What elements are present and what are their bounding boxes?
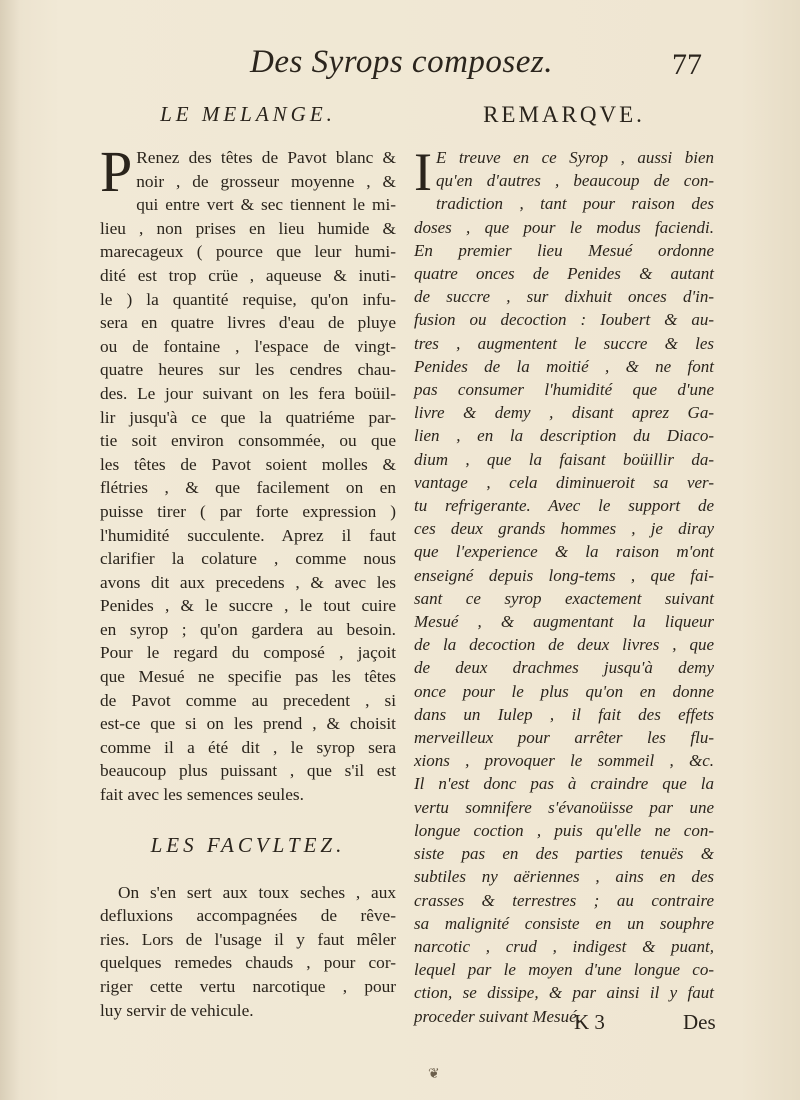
running-head bbox=[0, 40, 800, 88]
text-line: livre & demy , disant aprez Ga- bbox=[414, 403, 714, 423]
text-line: lieu , non prises en lieu humide & bbox=[100, 218, 396, 238]
text-line: que Mesué ne specifie pas les têtes bbox=[100, 667, 396, 687]
text-line: En premier lieu Mesué ordonne bbox=[414, 240, 714, 260]
text-line: Renez des têtes de Pavot blanc & bbox=[136, 148, 396, 167]
text-line: Penides de la moitié , & ne font bbox=[414, 356, 714, 376]
text-line: ries. Lors de l'usage il y faut mêler bbox=[100, 929, 396, 949]
text-line: ces deux grands hommes , je diray bbox=[414, 519, 714, 539]
text-line: riger cette vertu narcotique , pour bbox=[100, 977, 396, 996]
paragraph-facultez bbox=[100, 881, 396, 1023]
text-line: de Pavot comme au precedent , si bbox=[100, 690, 396, 710]
text-line: once pour le plus qu'on en donne bbox=[414, 681, 714, 701]
paragraph-remarque bbox=[414, 142, 714, 1028]
text-line: qui entre vert & sec tiennent le mi- bbox=[136, 195, 396, 215]
text-line: doses , que pour le modus faciendi. bbox=[414, 217, 714, 237]
text-line: les têtes de Pavot soient molles & bbox=[100, 454, 396, 474]
text-line: qu'en d'autres , beaucoup de con- bbox=[435, 171, 714, 191]
text-line: narcotic , crud , indigest & puant, bbox=[414, 936, 714, 956]
text-line: tie soit environ consommée, ou que bbox=[100, 431, 396, 451]
text-line: lir jusqu'à ce que la quatriéme par- bbox=[100, 407, 396, 427]
text-line: en syrop ; qu'on gardera au besoin. bbox=[100, 619, 396, 639]
text-line: quatre heures sur les cendres chau- bbox=[100, 360, 396, 380]
text-line: sera en quatre livres d'eau de pluye bbox=[100, 313, 396, 333]
text-line: crasses & terrestres ; au contraire bbox=[414, 890, 714, 910]
text-line: tres , augmentent le succre & les bbox=[414, 333, 714, 353]
text-line: beaucoup plus puissant , que s'il est bbox=[100, 761, 396, 781]
text-line: tu refrigerante. Avec le support de bbox=[414, 496, 714, 516]
text-line: de succre , sur dixhuit onces d'in- bbox=[414, 287, 714, 307]
text-line: dans un Iulep , il fait des effets bbox=[414, 704, 714, 724]
page-number: 77 bbox=[672, 48, 702, 81]
text-line: de la decoction de deux livres , que bbox=[414, 635, 714, 655]
paragraph-melange bbox=[100, 139, 396, 807]
text-line: Mesué , & augmentant la liqueur bbox=[414, 612, 714, 632]
text-line: On s'en sert aux toux seches , aux bbox=[118, 882, 396, 902]
text-line: subtiles ny aëriennes , ains en des bbox=[414, 867, 714, 887]
text-line: de deux drachmes jusqu'à demy bbox=[414, 658, 714, 678]
heading-remarque: REMARQVE. bbox=[483, 102, 645, 127]
text-line: quelques remedes chauds , pour cor- bbox=[100, 953, 396, 973]
right-column bbox=[414, 102, 714, 1028]
text-line: fait avec les semences seules. bbox=[100, 785, 304, 805]
text-line: puisse tirer ( par forte expression ) bbox=[100, 501, 396, 521]
text-line: xions , provoquer le sommeil , &c. bbox=[414, 751, 714, 771]
left-column bbox=[100, 102, 396, 1022]
text-line: luy servir de vehicule. bbox=[100, 1000, 254, 1020]
text-line: est-ce que si on les prend , & choisit bbox=[100, 714, 396, 734]
text-line: l'humidité succulente. Aprez il faut bbox=[100, 525, 396, 545]
text-line: noir , de grosseur moyenne , & bbox=[136, 171, 396, 191]
text-line: marecageux ( pource que leur humi- bbox=[100, 242, 396, 262]
text-line: Il n'est donc pas à craindre que la bbox=[414, 774, 714, 794]
text-line: que l'experience & la raison m'ont bbox=[414, 542, 714, 562]
text-line: longue coction , puis qu'elle ne con- bbox=[414, 820, 714, 840]
text-line: lequel par le moyen d'une longue co- bbox=[414, 960, 714, 980]
text-line: defluxions accompagnées de rêve- bbox=[100, 906, 396, 926]
text-line: vantage , cela diminueroit sa ver- bbox=[414, 472, 714, 492]
text-line: dité est trop crüe , aqueuse & inuti- bbox=[100, 265, 396, 285]
drop-cap: I bbox=[414, 142, 432, 202]
text-line: E treuve en ce Syrop , aussi bien bbox=[435, 148, 714, 167]
catchword: Des bbox=[683, 1010, 716, 1034]
text-line: lien , en la description du Diaco- bbox=[414, 426, 714, 446]
text-line: siste pas en des parties tenuës & bbox=[414, 844, 714, 864]
text-line: pas consumer l'humidité que d'une bbox=[414, 380, 714, 400]
drop-cap: P bbox=[100, 139, 133, 204]
text-line: ction, se dissipe, & par ainsi il y faut bbox=[414, 983, 714, 1003]
text-line: quatre onces de Penides & autant bbox=[414, 264, 714, 284]
text-line: dium , que la faisant boüillir da- bbox=[414, 449, 714, 469]
text-line: enseigné depuis long-tems , que fai- bbox=[414, 565, 714, 585]
ornament-icon: ❦ bbox=[428, 1066, 440, 1082]
text-line: le ) la quantité requise, qu'on infu- bbox=[100, 289, 396, 309]
running-head-title: Des Syrops composez. bbox=[250, 44, 553, 80]
text-line: sant ce syrop exactement suivant bbox=[414, 588, 714, 608]
text-line: vertu somnifere s'évanoüisse par une bbox=[414, 797, 714, 817]
text-line: sa malignité consiste en un souphre bbox=[414, 913, 714, 933]
text-line: avons dit aux precedens , & avec les bbox=[100, 572, 396, 592]
text-line: merveilleux pour arrêter les flu- bbox=[414, 728, 714, 748]
text-line: Penides , & le succre , le tout cuire bbox=[100, 596, 396, 616]
text-line: flétries , & que facilement on en bbox=[100, 478, 396, 498]
text-line: comme il a été dit , le syrop sera bbox=[100, 737, 396, 757]
text-line: ou de fontaine , l'espace de vingt- bbox=[100, 336, 396, 356]
text-line: clarifier la colature , comme nous bbox=[100, 549, 396, 569]
signature-mark: K 3 bbox=[574, 1010, 605, 1034]
heading-les-facultez: LES FACVLTEZ. bbox=[150, 832, 346, 857]
text-line: proceder suivant Mesué. bbox=[414, 1006, 581, 1026]
text-line: fusion ou decoction : Ioubert & au- bbox=[414, 310, 714, 330]
text-line: des. Le jour suivant on les fera boüil- bbox=[100, 383, 396, 403]
heading-le-melange: LE MELANGE. bbox=[160, 102, 336, 126]
text-line: tradiction , tant pour raison des bbox=[435, 194, 714, 214]
text-line: Pour le regard du composé , jaçoit bbox=[100, 643, 396, 663]
page-footer bbox=[0, 1008, 800, 1038]
